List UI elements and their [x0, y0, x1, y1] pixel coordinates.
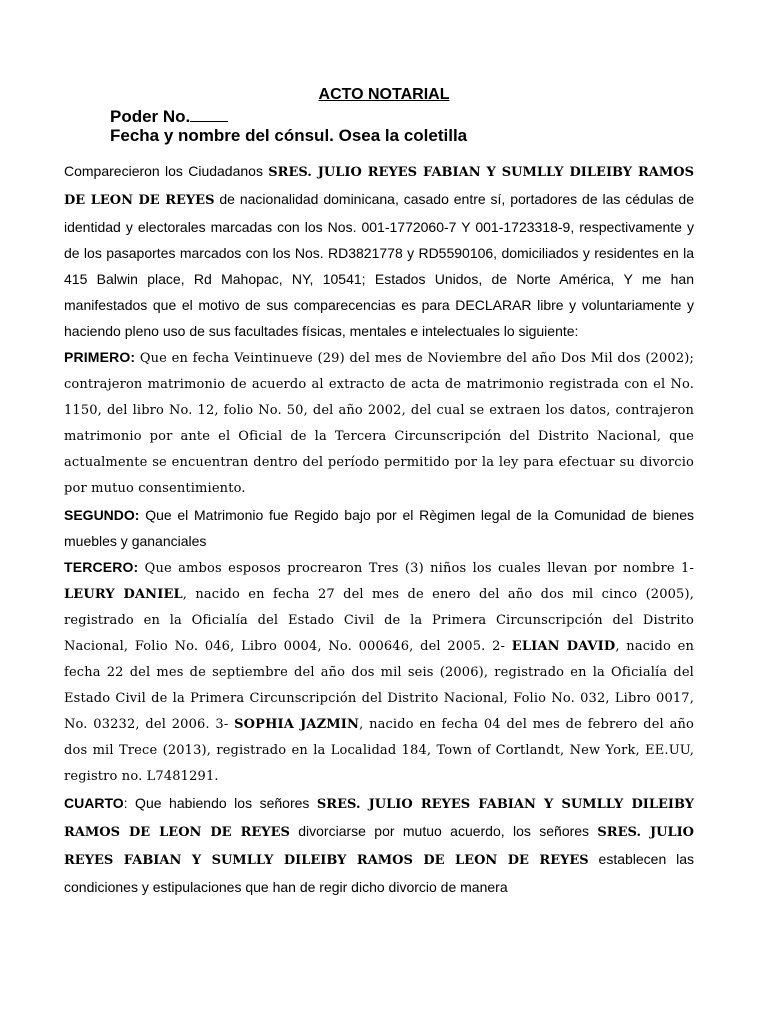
child2-name: ELIAN DAVID	[511, 639, 616, 654]
intro-paragraph: Comparecieron los Ciudadanos SRES. JULIO REYES FABIAN Y SUMLLY DILEIBY RAMOS DE LEON DE REYES de nacionalidad dominicana, casado entre sí, portadores de las cédulas de identidad y electorales marcadas con los Nos. 001-1772060-7 Y 001-1723318-9, respectivamente y de los pasaportes marcados con los Nos. RD3821778 y RD5590106, domiciliados y residentes en la 415 Balwin place, Rd Mahopac, NY, 10541; Estados Unidos, de Norte América, Y me han manifestados que el motivo de sus comparecencias es para DECLARAR libre y voluntariamente y haciendo pleno uso de sus facultades físicas, mentales e intelectuales lo siguiente:	[64, 163, 694, 339]
cuarto-names-1: SRES. JULIO REYES FABIAN Y SUMLLY DILEIBY RAMOS DE LEON DE REYES	[64, 797, 694, 840]
child3-name: SOPHIA JAZMIN	[234, 717, 360, 732]
tercero-paragraph: TERCERO: Que ambos esposos procrearon Tres (3) niños los cuales llevan por nombre 1-LEURY DANIEL, nacido en fecha 27 del mes de enero del año dos mil cinco (2005), registrado en la Oficialía del Estado Civil de la Primera Circunscripción del Distrito Nacional, Folio No. 046, Libro 0004, No. 000646, del 2005. 2- ELIAN DAVID, nacido en fecha 22 del mes de septiembre del año dos mil seis (2006), registrado en la Oficialía del Estado Civil de la Primera Circunscripción del Distrito Nacional, Folio No. 032, Libro 0017, No. 03232, del 2006. 3- SOPHIA JAZMIN, nacido en fecha 04 del mes de febrero del año dos mil Trece (2013), registrado en la Localidad 184, Town of Cortlandt, New York, EE.UU, registro no. L7481291.	[64, 559, 694, 784]
primero-label: PRIMERO:	[64, 349, 136, 365]
document-body	[64, 158, 694, 900]
document-title: ACTO NOTARIAL	[318, 86, 450, 103]
poder-line	[110, 106, 228, 127]
cuarto-names-2: SRES. JULIO REYES FABIAN Y SUMLLY DILEIBY RAMOS DE LEON DE REYES	[64, 825, 695, 868]
tercero-label: TERCERO:	[64, 559, 139, 575]
poder-number-blank	[190, 106, 228, 122]
cuarto-paragraph: CUARTO: Que habiendo los señores SRES. JULIO REYES FABIAN Y SUMLLY DILEIBY RAMOS DE LEON DE REYES divorciarse por mutuo acuerdo, los señores SRES. JULIO REYES FABIAN Y SUMLLY DILEIBY RAMOS DE LEON DE REYES establecen las condiciones y estipulaciones que han de regir dicho divorcio de manera	[64, 795, 695, 895]
fecha-line: Fecha y nombre del cónsul. Osea la coletilla	[110, 126, 468, 145]
cuarto-label: CUARTO	[64, 795, 124, 811]
comparecientes-names: SRES. JULIO REYES FABIAN Y SUMLLY DILEIBY RAMOS DE LEON DE REYES	[64, 165, 694, 208]
poder-label: Poder No.	[110, 107, 191, 126]
segundo-paragraph: SEGUNDO: Que el Matrimonio fue Regido bajo por el Règimen legal de la Comunidad de bienes muebles y gananciales	[64, 507, 694, 549]
child1-name: LEURY DANIEL	[64, 587, 183, 602]
segundo-label: SEGUNDO:	[64, 507, 140, 523]
primero-paragraph: PRIMERO: Que en fecha Veintinueve (29) del mes de Noviembre del año Dos Mil dos (2002); contrajeron matrimonio de acuerdo al extracto de acta de matrimonio registrada con el No. 1150, del libro No. 12, folio No. 50, del año 2002, del cual se extraen los datos, contrajeron matrimonio por ante el Oficial de la Tercera Circunscripción del Distrito Nacional, que actualmente se encuentran dentro del período permitido por la ley para efectuar su divorcio por mutuo consentimiento.	[64, 349, 694, 496]
